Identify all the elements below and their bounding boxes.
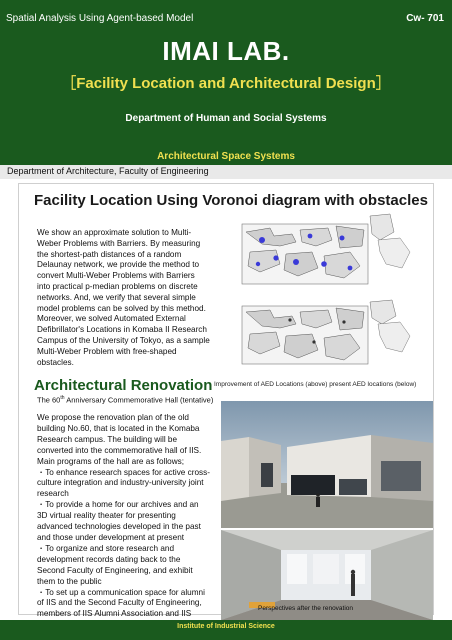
section2-line: We propose the renovation plan of the old — [37, 413, 189, 422]
section1-body — [37, 228, 237, 368]
map-below — [242, 300, 410, 364]
lab-subtitle: ［Facility Location and Architectural Design］ — [61, 75, 391, 92]
section1-line: We show an approximate solution to Multi- — [37, 228, 192, 237]
affiliation-bar — [0, 165, 452, 179]
section2-line: them to the public — [37, 576, 102, 586]
section1-line: Campus of the University of Tokyo, as a sample — [37, 335, 210, 345]
section1-line: networks. And, we verify that several simple — [37, 292, 196, 302]
section1-title: Facility Location Using Voronoi diagram with obstacles — [34, 192, 428, 209]
section1-line: into practical p-median problems on discrete — [37, 281, 198, 291]
subtitle-sup: th — [60, 395, 65, 401]
series-title: Spatial Analysis Using Agent-based Model — [6, 13, 194, 24]
section2-line: members of IIS Alumni Association and IIS — [37, 609, 192, 619]
section1-line: Moreover, we solved Automated External — [37, 314, 186, 324]
section2-line: converted into the commemorative hall of IIS. — [37, 445, 202, 455]
poster-code: Cw- 701 — [406, 13, 444, 24]
division-name: Architectural Space Systems — [157, 151, 295, 162]
section2-line: of IIS and the Second Faculty of Engineering, — [37, 598, 202, 608]
top-strip — [0, 0, 452, 33]
section2-line: Second Faculty of Engineering, and exhibit — [37, 565, 193, 575]
section2-line: culture integration and industry-university joint — [37, 478, 204, 488]
section2-line: ・To set up a communication space for alumni — [37, 587, 205, 597]
section2-title: Architectural Renovation — [34, 377, 213, 394]
section1-line: Defibrillator's Locations in Komaba II Research — [37, 325, 207, 335]
section2-line: research — [37, 489, 69, 499]
section2-body — [37, 413, 219, 640]
section1-line: model problems can be solved by this method. — [37, 303, 206, 313]
section1-line: Weber Problems with Barriers. By measuring — [37, 238, 201, 248]
maps-caption: Improvement of AED Locations (above) present AED locations (below) — [214, 381, 417, 388]
subtitle-part: Anniversary Commemorative Hall (tentative) — [64, 395, 214, 405]
exterior-perspective — [221, 401, 433, 528]
section2-line: ・To provide a home for our archives and an — [37, 500, 199, 510]
aed-location-maps — [240, 212, 414, 367]
section2-line: advanced technologies developed in the past — [37, 522, 201, 532]
institute-name: Institute of Industrial Science — [177, 623, 275, 630]
header-band — [0, 0, 452, 175]
department-name: Department of Human and Social Systems — [125, 113, 327, 124]
lab-title: IMAI LAB. — [162, 36, 290, 66]
section1-line: the shortest-path distances of a random — [37, 249, 182, 259]
section1-line: Delaunay network, we provide the method to — [37, 260, 200, 270]
section1-line: obstacles. — [37, 357, 74, 367]
section2-line: ・To enhance research spaces for active cross- — [37, 467, 210, 477]
footer-band — [0, 620, 452, 640]
section2-line: and those under development at present — [37, 532, 185, 542]
affiliation-text: Department of Architecture, Faculty of Engineering — [7, 166, 209, 176]
section2-line: ・To organize and store research and — [37, 543, 174, 553]
section2-line: Research campus. The building will be — [37, 434, 178, 444]
section2-subtitle — [37, 395, 213, 405]
section2-line: building No.60, that is located in the Komaba — [37, 423, 200, 433]
map-above — [242, 214, 410, 284]
section2-line: 3D virtual reality theater for presenting — [37, 511, 176, 521]
section1-line: Multi-Weber Problem with free-shaped — [37, 346, 177, 356]
section2-line: Main programs of the hall are as follows; — [37, 456, 184, 466]
subtitle-part: The 60 — [37, 395, 61, 405]
section1-line: convert Multi-Weber Problems with Barriers — [37, 271, 195, 281]
section2-line: development records dating back to the — [37, 554, 181, 564]
renderings-caption: Perspectives after the renovation — [258, 605, 354, 612]
